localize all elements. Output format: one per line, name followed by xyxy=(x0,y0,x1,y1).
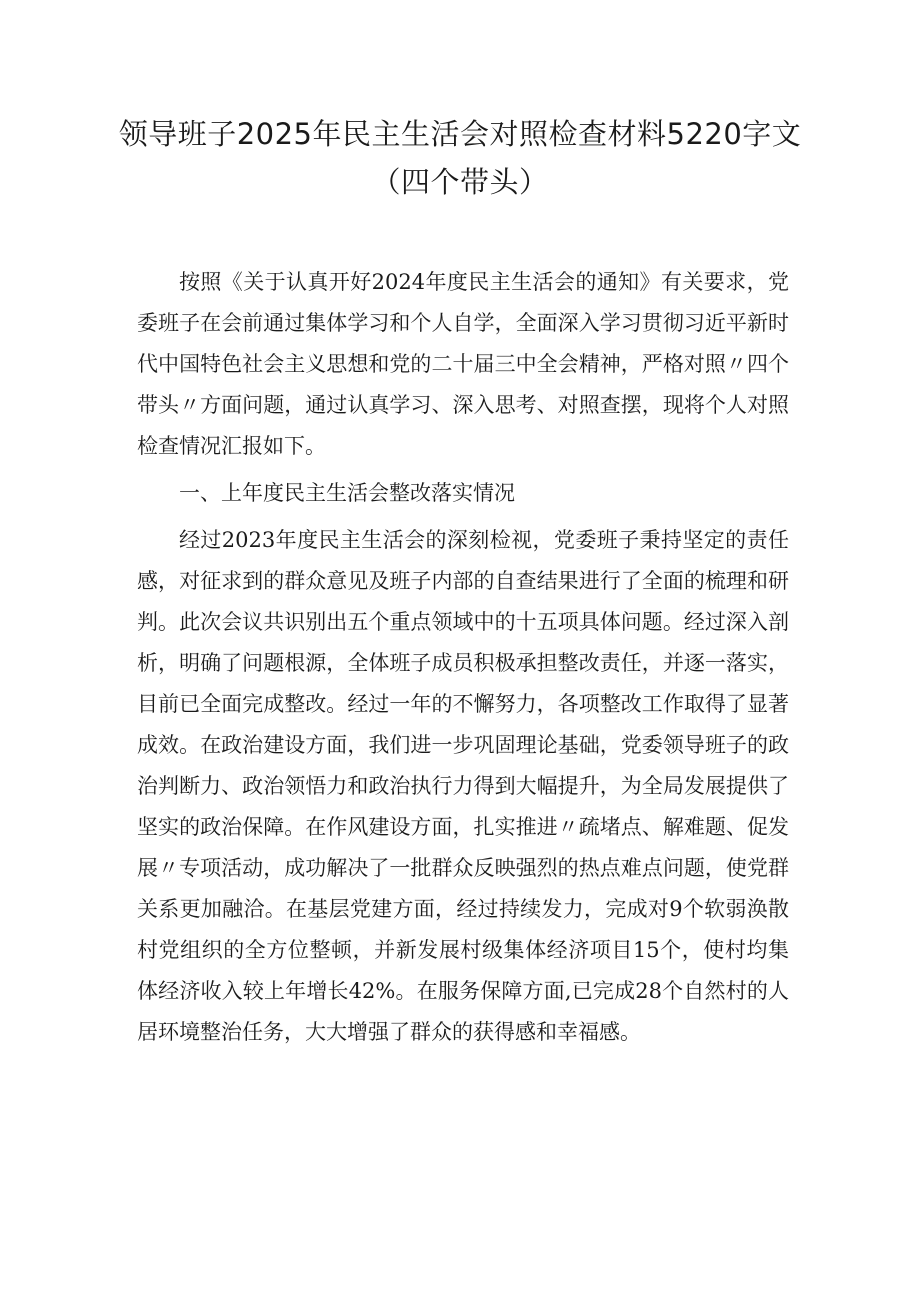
title-line-2: （四个带头） xyxy=(371,165,549,199)
document-body xyxy=(137,262,789,1053)
body-paragraph: 经过2023年度民主生活会的深刻检视，党委班子秉持坚定的责任感，对征求到的群众意见及班子内部的自查结果进行了全面的梳理和研判。此次会议共识别出五个重点领域中的十五项具体问题。经过深入剖析，明确了问题根源，全体班子成员积极承担整改责任，并逐一落实，目前已全面完成整改。经过一年的不懈努力，各项整改工作取得了显著成效。在政治建设方面，我们进一步巩固理论基础，党委领导班子的政治判断力、政治领悟力和政治执行力得到大幅提升，为全局发展提供了坚实的政治保障。在作风建设方面，扎实推进〃疏堵点、解难题、促发展〃专项活动，成功解决了一批群众反映强烈的热点难点问题，使党群关系更加融洽。在基层党建方面，经过持续发力，完成对9个软弱涣散村党组织的全方位整顿，并新发展村级集体经济项目15个，使村均集体经济收入较上年增长42%。在服务保障方面,已完成28个自然村的人居环境整治任务，大大增强了群众的获得感和幸福感。 xyxy=(137,528,789,1044)
intro-paragraph: 按照《关于认真开好2024年度民主生活会的通知》有关要求，党委班子在会前通过集体学习和个人自学，全面深入学习贯彻习近平新时代中国特色社会主义思想和党的二十届三中全会精神，严格对照〃四个带头〃方面问题，通过认真学习、深入思考、对照查摆，现将个人对照检查情况汇报如下。 xyxy=(137,270,789,458)
document-title xyxy=(60,110,860,206)
section-heading: 一、上年度民主生活会整改落实情况 xyxy=(179,481,515,505)
title-line-1: 领导班子2025年民主生活会对照检查材料5220字文 xyxy=(118,117,802,151)
